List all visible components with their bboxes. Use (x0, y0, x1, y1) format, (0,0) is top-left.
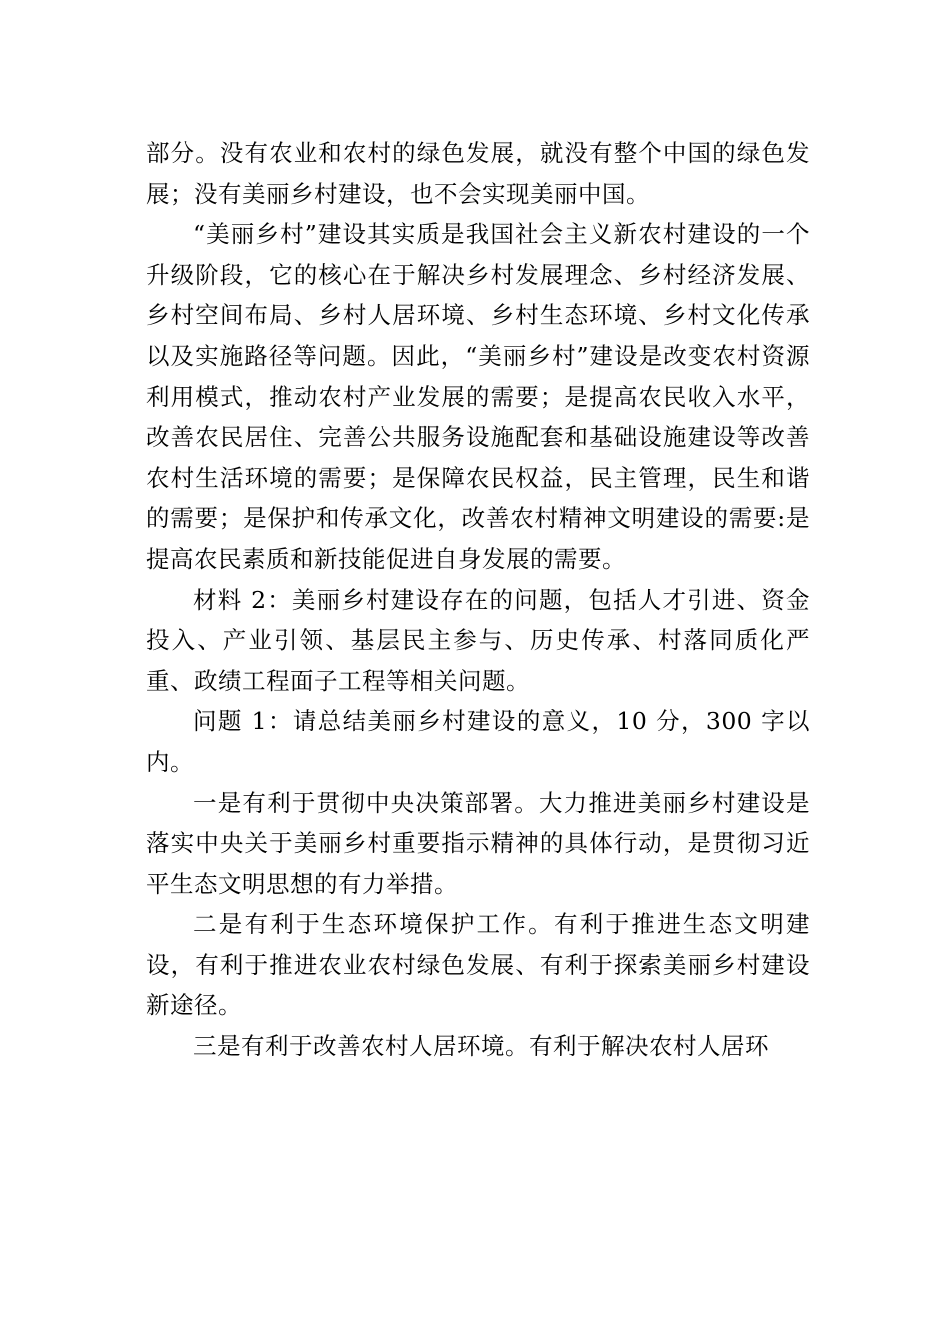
paragraph-point-1: 一是有利于贯彻中央决策部署。大力推进美丽乡村建设是落实中央关于美丽乡村重要指示精神的具体行动，是贯彻习近平生态文明思想的有力举措。 (146, 788, 810, 898)
paragraph-point-2: 二是有利于生态环境保护工作。有利于推进生态文明建设，有利于推进农业农村绿色发展、有利于探索美丽乡村建设新途径。 (146, 910, 810, 1020)
document-body (146, 133, 810, 1067)
paragraph-question-1: 问题 1：请总结美丽乡村建设的意义，10 分，300 字以内。 (146, 707, 810, 776)
paragraph-continuation: 部分。没有农业和农村的绿色发展，就没有整个中国的绿色发展；没有美丽乡村建设，也不会实现美丽中国。 (146, 139, 810, 208)
paragraph-material-2: 材料 2：美丽乡村建设存在的问题，包括人才引进、资金投入、产业引领、基层民主参与、历史传承、村落同质化严重、政绩工程面子工程等相关问题。 (146, 585, 810, 695)
paragraph-point-3: 三是有利于改善农村人居环境。有利于解决农村人居环 (193, 1032, 769, 1061)
paragraph-beautiful-village-essence: “美丽乡村”建设其实质是我国社会主义新农村建设的一个升级阶段，它的核心在于解决乡村发展理念、乡村经济发展、乡村空间布局、乡村人居环境、乡村生态环境、乡村文化传承以及实施路径等问题。因此，“美丽乡村”建设是改变农村资源利用模式，推动农村产业发展的需要；是提高农民收入水平，改善农民居住、完善公共服务设施配套和基础设施建设等改善农村生活环境的需要；是保障农民权益，民主管理，民生和谐的需要；是保护和传承文化，改善农村精神文明建设的需要:是提高农民素质和新技能促进自身发展的需要。 (146, 220, 810, 573)
